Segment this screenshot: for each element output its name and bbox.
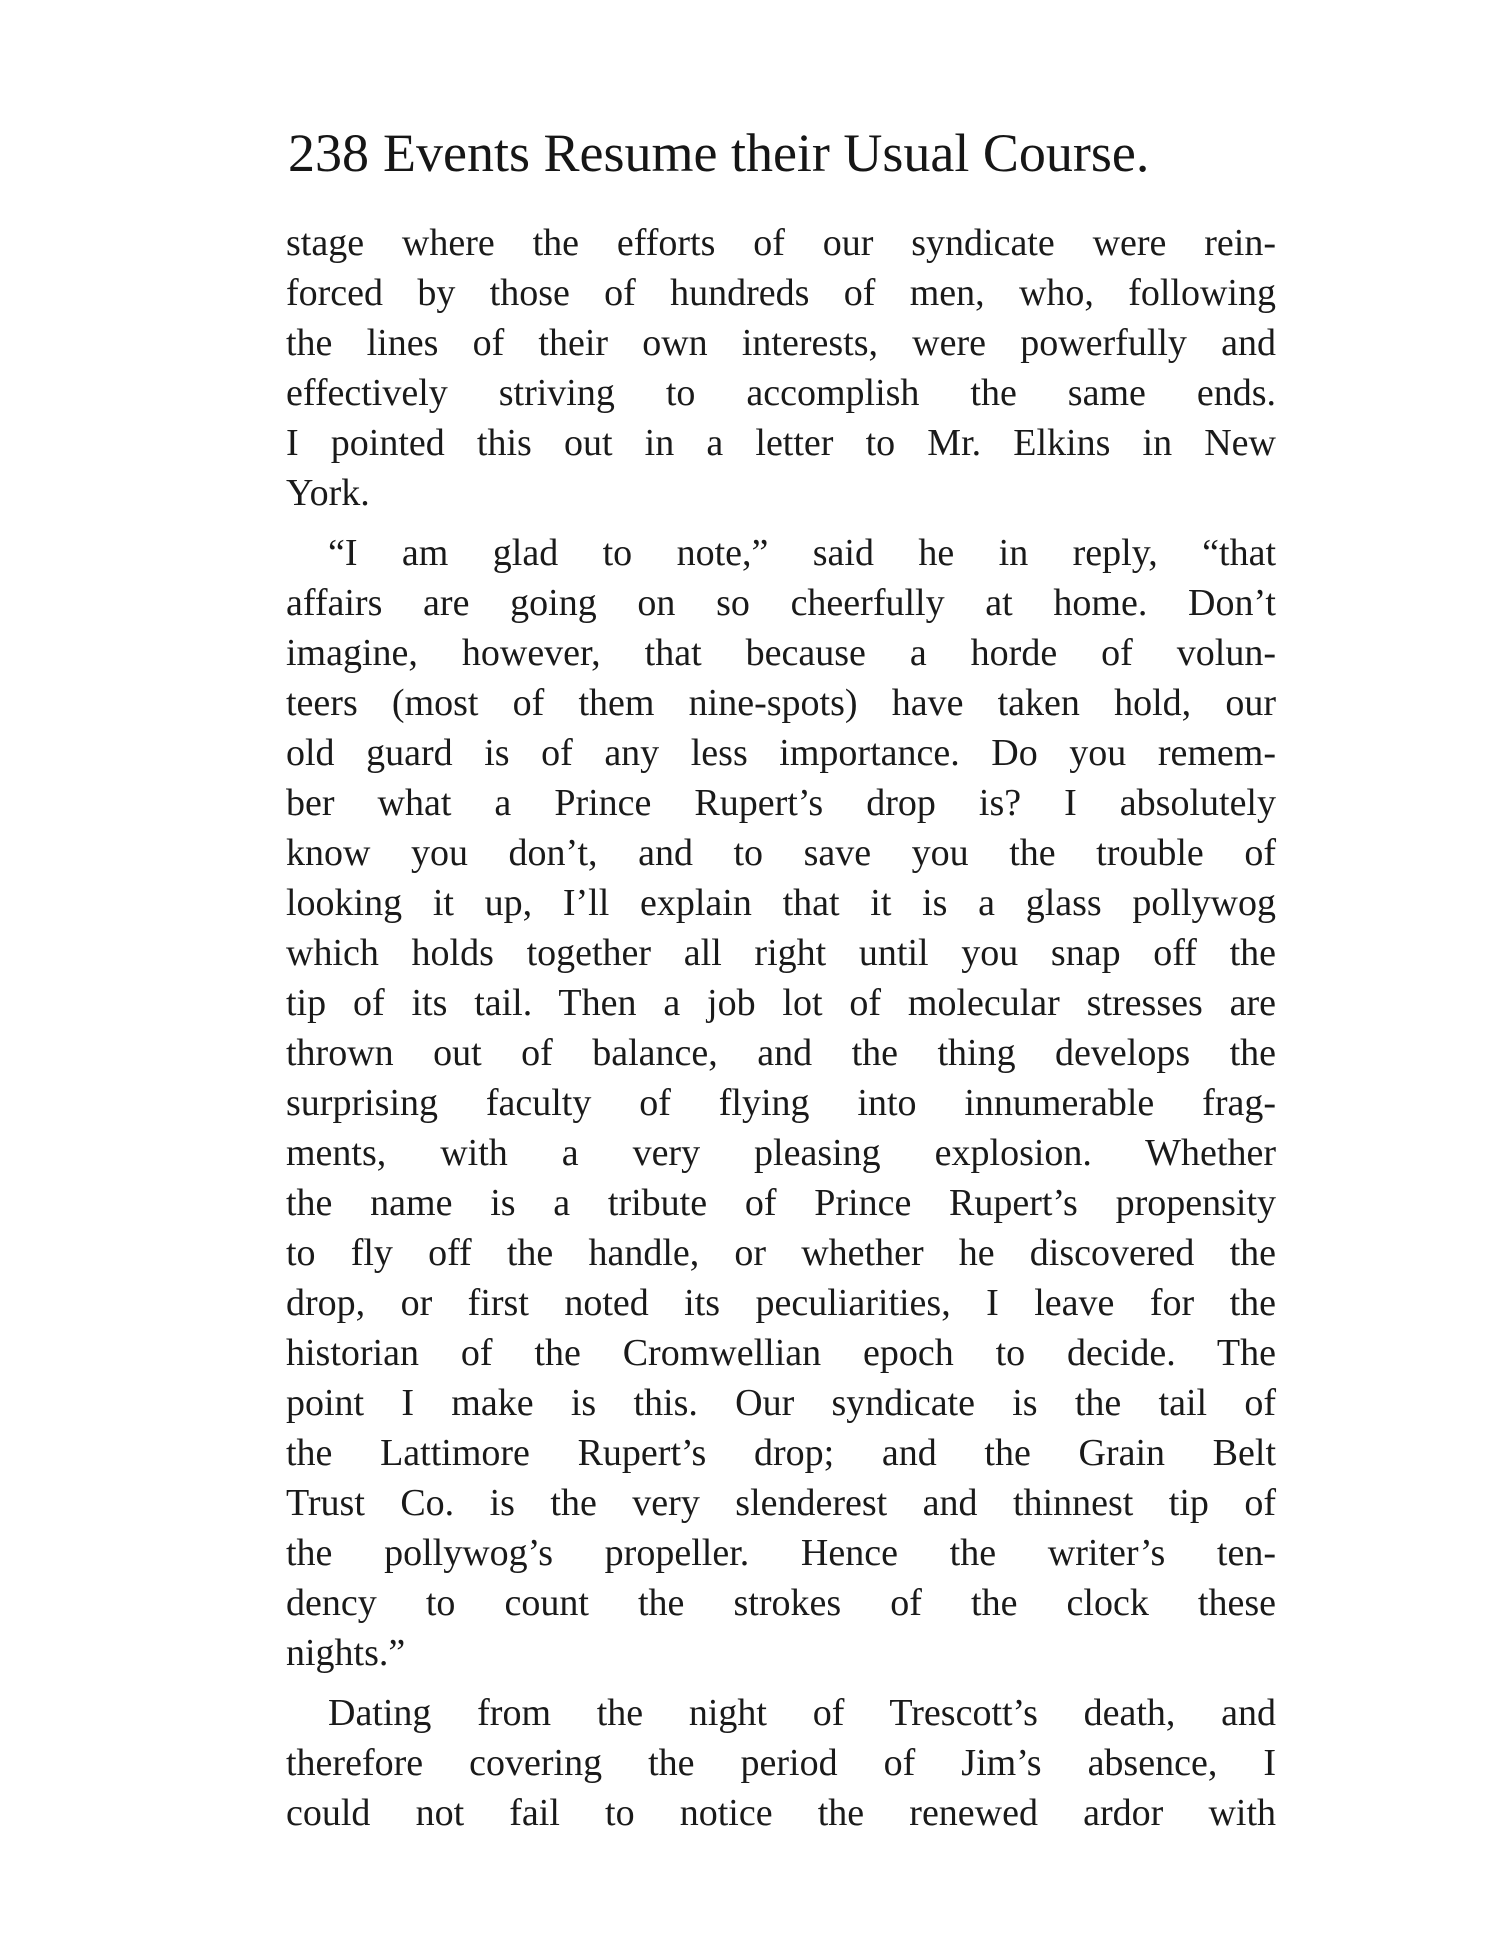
text-line: “I am glad to note,” said he in reply, “that (328, 532, 1276, 574)
text-line: therefore covering the period of Jim’s absence, I (286, 1742, 1276, 1784)
paragraph-1 (286, 218, 1276, 518)
text-line: nights.” (286, 1632, 406, 1674)
text-line: know you don’t, and to save you the trouble of (286, 832, 1276, 874)
text-line: Dating from the night of Trescott’s death, and (328, 1692, 1276, 1734)
text-line: to fly off the handle, or whether he discovered the (286, 1232, 1276, 1274)
text-line: affairs are going on so cheerfully at home. Don’t (286, 582, 1276, 624)
text-line: surprising faculty of flying into innumerable frag- (286, 1082, 1276, 1124)
text-line: the lines of their own interests, were powerfully and (286, 322, 1276, 364)
text-line: which holds together all right until you snap off the (286, 932, 1276, 974)
text-line: ber what a Prince Rupert’s drop is? I absolutely (286, 782, 1276, 824)
text-line: York. (286, 472, 370, 514)
page-number: 238 (288, 123, 369, 183)
text-line: stage where the efforts of our syndicate were rein- (286, 222, 1276, 264)
text-line: effectively striving to accomplish the same ends. (286, 372, 1276, 414)
text-line: ments, with a very pleasing explosion. Whether (286, 1132, 1276, 1174)
text-line: drop, or first noted its peculiarities, I leave for the (286, 1282, 1276, 1324)
body-text (286, 218, 1276, 1838)
text-line: dency to count the strokes of the clock these (286, 1582, 1276, 1624)
text-line: old guard is of any less importance. Do you remem- (286, 732, 1276, 774)
text-line: I pointed this out in a letter to Mr. Elkins in New (286, 422, 1276, 464)
paragraph-3 (286, 1688, 1276, 1838)
running-title: Events Resume their Usual Course. (383, 123, 1150, 183)
text-line: the Lattimore Rupert’s drop; and the Grain Belt (286, 1432, 1276, 1474)
text-line: Trust Co. is the very slenderest and thinnest tip of (286, 1482, 1276, 1524)
text-line: looking it up, I’ll explain that it is a glass pollywog (286, 882, 1276, 924)
running-head (288, 118, 1288, 188)
text-line: the pollywog’s propeller. Hence the writer’s ten- (286, 1532, 1276, 1574)
text-line: the name is a tribute of Prince Rupert’s propensity (286, 1182, 1276, 1224)
text-line: imagine, however, that because a horde of volun- (286, 632, 1276, 674)
text-line: point I make is this. Our syndicate is the tail of (286, 1382, 1276, 1424)
text-line: could not fail to notice the renewed ardor with (286, 1792, 1276, 1834)
text-line: thrown out of balance, and the thing develops the (286, 1032, 1276, 1074)
text-line: historian of the Cromwellian epoch to decide. The (286, 1332, 1276, 1374)
text-line: tip of its tail. Then a job lot of molecular stresses are (286, 982, 1276, 1024)
text-line: teers (most of them nine-spots) have taken hold, our (286, 682, 1276, 724)
paragraph-2 (286, 528, 1276, 1678)
text-line: forced by those of hundreds of men, who, following (286, 272, 1276, 314)
